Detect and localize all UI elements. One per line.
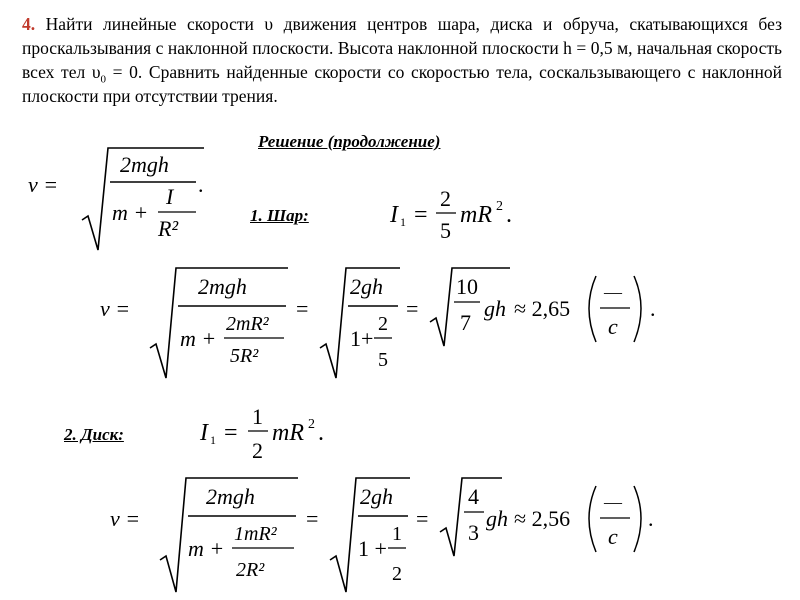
problem-text-part2: = 0. Сравнить найденные скорости со скоростью тела, соскальзывающего с наклонной плоскости при отсутствии трения.	[22, 62, 782, 106]
problem-number: 4.	[22, 14, 36, 34]
sphere-unit-den: с	[608, 314, 618, 339]
disk-eq3: =	[416, 506, 429, 531]
disk-paren-left	[589, 486, 596, 552]
disk-coef-den: 3	[468, 520, 479, 545]
sphere-inertia-exp: 2	[496, 199, 503, 214]
sphere-approx: ≈ 2,65	[514, 296, 571, 321]
sphere-inertia-sub: 1	[400, 215, 406, 229]
disk-eq2: =	[306, 506, 319, 531]
disk-inertia-coef-num: 1	[252, 404, 263, 429]
disk-frac-num: 1	[392, 523, 402, 545]
disk-gh: gh	[486, 506, 508, 531]
disk-paren-right	[634, 486, 641, 552]
problem-text-part1: Найти линейные скорости υ движения центров шара, диска и обруча, скатывающихся без проскальзывания с наклонной плоскости. Высота наклонной плоскости h = 0,5 м, начальная скорость всех тел υ	[22, 14, 782, 82]
sphere-gh: gh	[484, 296, 506, 321]
general-inner-num: I	[166, 184, 174, 209]
disk-inertia-I: I	[200, 420, 208, 446]
sphere-inertia-formula	[390, 182, 530, 252]
sphere-v-lhs: v =	[100, 296, 131, 321]
sphere-v-end: .	[650, 296, 656, 321]
sphere-num2: 2gh	[350, 274, 383, 299]
general-numerator: 2mgh	[120, 152, 169, 177]
sphere-frac-den: 5	[378, 349, 388, 371]
sphere-eq2: =	[296, 296, 309, 321]
sphere-inertia-I: I	[390, 202, 398, 228]
disk-frac-den: 2	[392, 563, 402, 585]
solution-heading: Решение (продолжение)	[258, 132, 441, 151]
disk-coef-num: 4	[468, 484, 479, 509]
disk-inner-num: 1mR²	[234, 523, 277, 545]
disk-unit-den: с	[608, 524, 618, 549]
disk-m-plus: m +	[188, 536, 225, 561]
disk-approx: ≈ 2,56	[514, 506, 571, 531]
sphere-paren-left	[589, 276, 596, 342]
disk-inertia-eq: =	[224, 420, 238, 446]
sphere-frac-num: 2	[378, 313, 388, 335]
disk-one-plus: 1 +	[358, 536, 387, 561]
disk-num1: 2mgh	[206, 484, 255, 509]
disk-inertia-exp: 2	[308, 417, 315, 432]
sphere-inner-num: 2mR²	[226, 313, 269, 335]
disk-inertia-end: .	[318, 420, 324, 446]
general-velocity-formula	[20, 140, 210, 255]
sphere-velocity-formula	[100, 262, 670, 382]
disk-inertia-rhs: mR	[272, 420, 304, 446]
sphere-coef-den: 7	[460, 310, 471, 335]
disk-inertia-sub: 1	[210, 433, 216, 447]
sphere-m-plus: m +	[180, 326, 217, 351]
sphere-inertia-eq: =	[414, 202, 428, 228]
general-end: .	[198, 172, 204, 197]
disk-inertia-coef-den: 2	[252, 438, 263, 463]
sphere-inertia-coef-num: 2	[440, 186, 451, 211]
sphere-unit-num: —	[604, 282, 622, 302]
general-inner-den: R²	[158, 216, 179, 241]
disk-inner-den: 2R²	[236, 559, 265, 581]
sphere-inertia-rhs: mR	[460, 202, 492, 228]
disk-label: 2. Диск:	[64, 425, 124, 444]
sphere-inertia-end: .	[506, 202, 512, 228]
sphere-label: 1. Шар:	[250, 206, 309, 225]
disk-v-end: .	[648, 506, 654, 531]
disk-velocity-formula	[110, 472, 670, 596]
disk-inertia-formula	[200, 400, 340, 472]
sphere-coef-num: 10	[456, 274, 478, 299]
general-lhs: v =	[28, 172, 59, 197]
disk-num2: 2gh	[360, 484, 393, 509]
sphere-inertia-coef-den: 5	[440, 218, 451, 243]
general-m-plus: m +	[112, 200, 149, 225]
sphere-paren-right	[634, 276, 641, 342]
sphere-num1: 2mgh	[198, 274, 247, 299]
disk-v-lhs: v =	[110, 506, 141, 531]
sphere-eq3: =	[406, 296, 419, 321]
sphere-one-plus: 1+	[350, 326, 374, 351]
problem-subscript: 0	[100, 73, 107, 86]
problem-statement	[22, 12, 782, 108]
disk-unit-num: —	[604, 492, 622, 512]
sphere-inner-den: 5R²	[230, 345, 259, 367]
